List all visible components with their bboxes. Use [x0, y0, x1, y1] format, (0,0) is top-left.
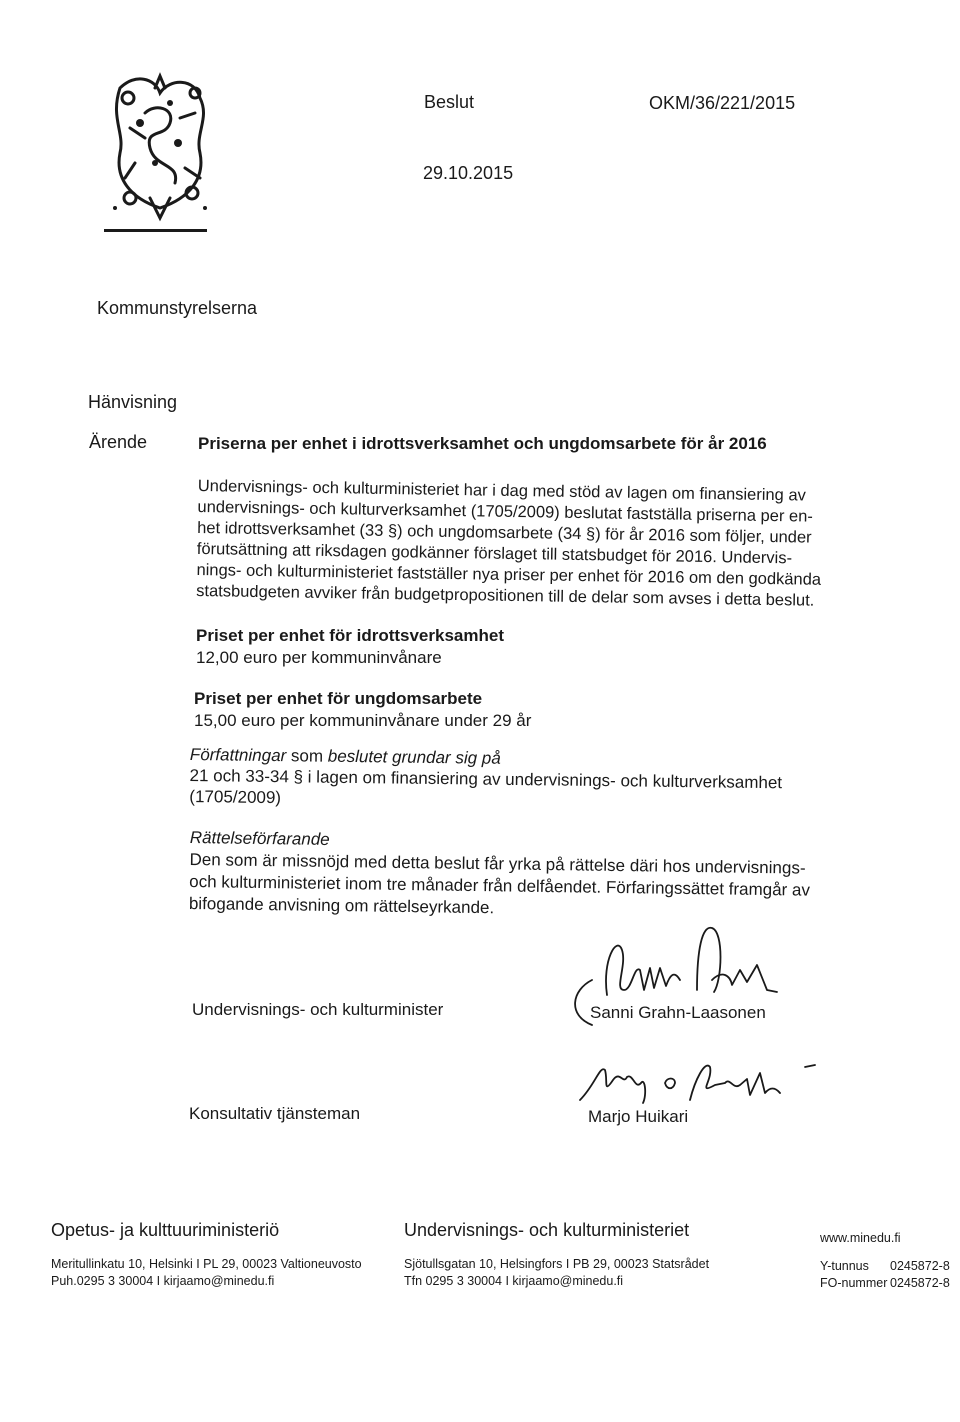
minister-name: Sanni Grahn-Laasonen: [590, 1003, 766, 1022]
recipient: Kommunstyrelserna: [97, 298, 258, 318]
paragraph-line: nings- och kulturministeriet fastställer nya priser per enhet för 2016 om den godkända: [196, 560, 822, 589]
subject-label: Ärende: [89, 432, 148, 452]
youth-price-heading: Priset per enhet för ungdomsarbete: [194, 689, 483, 708]
document-type: Beslut: [424, 92, 475, 112]
paragraph-line: förutsättning att riksdagen godkänner förslaget till statsbudget för 2016. Undervis-: [196, 539, 793, 568]
business-id-value: 0245872-8: [890, 1276, 950, 1290]
decision-paragraph: [196, 476, 898, 613]
official-signature: [575, 1055, 830, 1110]
minister-title: Undervisnings- och kulturminister: [192, 1000, 444, 1019]
business-id-row: [820, 1258, 950, 1275]
statutes-line: 21 och 33-34 § i lagen om finansiering av undervisnings- och kulturverksamhet: [189, 765, 783, 793]
paragraph-line: statsbudgeten avviker från budgetpropositionen till de delar som avses i detta beslut.: [196, 581, 815, 610]
document-date: 29.10.2015: [423, 163, 514, 183]
appeal-heading: Rättelseförfarande: [189, 827, 330, 849]
appeal-line: och kulturministeriet inom tre månader från delfåendet. Förfaringssättet framgår av: [189, 871, 811, 900]
statutes-line: (1705/2009): [189, 786, 282, 808]
footer-address-line: Tfn 0295 3 30004 I kirjaamo@minedu.fi: [404, 1274, 624, 1288]
paragraph-line: undervisnings- och kulturverksamhet (1705/2009) beslutat fastställa priserna per en-: [197, 497, 814, 526]
business-id-row: [820, 1275, 950, 1292]
business-id-label: FO-nummer: [820, 1276, 888, 1290]
footer-ministry-name-sv: Undervisnings- och kulturministeriet: [404, 1220, 690, 1240]
header-rule: [104, 229, 207, 232]
footer-business-ids: [820, 1258, 950, 1292]
document-number: OKM/36/221/2015: [649, 93, 796, 113]
statutes-heading-part: beslutet grundar sig på: [327, 746, 501, 768]
business-id-value: 0245872-8: [890, 1259, 950, 1273]
statutes-section: [189, 744, 782, 814]
statutes-heading-part: som: [286, 746, 328, 766]
footer-ministry-name-fi: Opetus- ja kulttuuriministeriö: [51, 1220, 280, 1240]
official-name: Marjo Huikari: [588, 1107, 689, 1126]
footer-address-line: Meritullinkatu 10, Helsinki I PL 29, 00023 Valtioneuvosto: [51, 1257, 362, 1271]
sport-price-heading: Priset per enhet för idrottsverksamhet: [196, 626, 504, 645]
reference-label: Hänvisning: [88, 392, 178, 412]
footer-address-fi: [51, 1256, 362, 1290]
business-id-label: Y-tunnus: [820, 1259, 869, 1273]
official-title: Konsultativ tjänsteman: [189, 1104, 361, 1123]
appeal-line: Den som är missnöjd med detta beslut får yrka på rättelse däri hos undervisnings-: [189, 849, 806, 878]
paragraph-line: Undervisnings- och kulturministeriet har i dag med stöd av lagen om finansiering av: [197, 476, 806, 505]
appeal-line: bifogande anvisning om rättelseyrkande.: [188, 893, 495, 918]
paragraph-line: het idrottsverksamhet (33 §) och ungdomsarbete (34 §) för år 2016 som följer, under: [197, 518, 812, 547]
footer-address-sv: [404, 1256, 709, 1290]
footer-website-link[interactable]: www.minedu.fi: [820, 1231, 901, 1245]
subject-title: Priserna per enhet i idrottsverksamhet och ungdomsarbete för år 2016: [198, 434, 767, 453]
footer-address-line: Sjötullsgatan 10, Helsingfors I PB 29, 00023 Statsrådet: [404, 1257, 710, 1271]
lion-coat-of-arms-icon: [100, 68, 220, 223]
youth-price-value: 15,00 euro per kommuninvånare under 29 år: [194, 711, 532, 730]
statutes-heading-part: Författningar: [189, 744, 287, 766]
appeal-section: [189, 827, 811, 924]
sport-price-value: 12,00 euro per kommuninvånare: [196, 648, 442, 667]
footer-address-line: Puh.0295 3 30004 I kirjaamo@minedu.fi: [51, 1274, 275, 1288]
